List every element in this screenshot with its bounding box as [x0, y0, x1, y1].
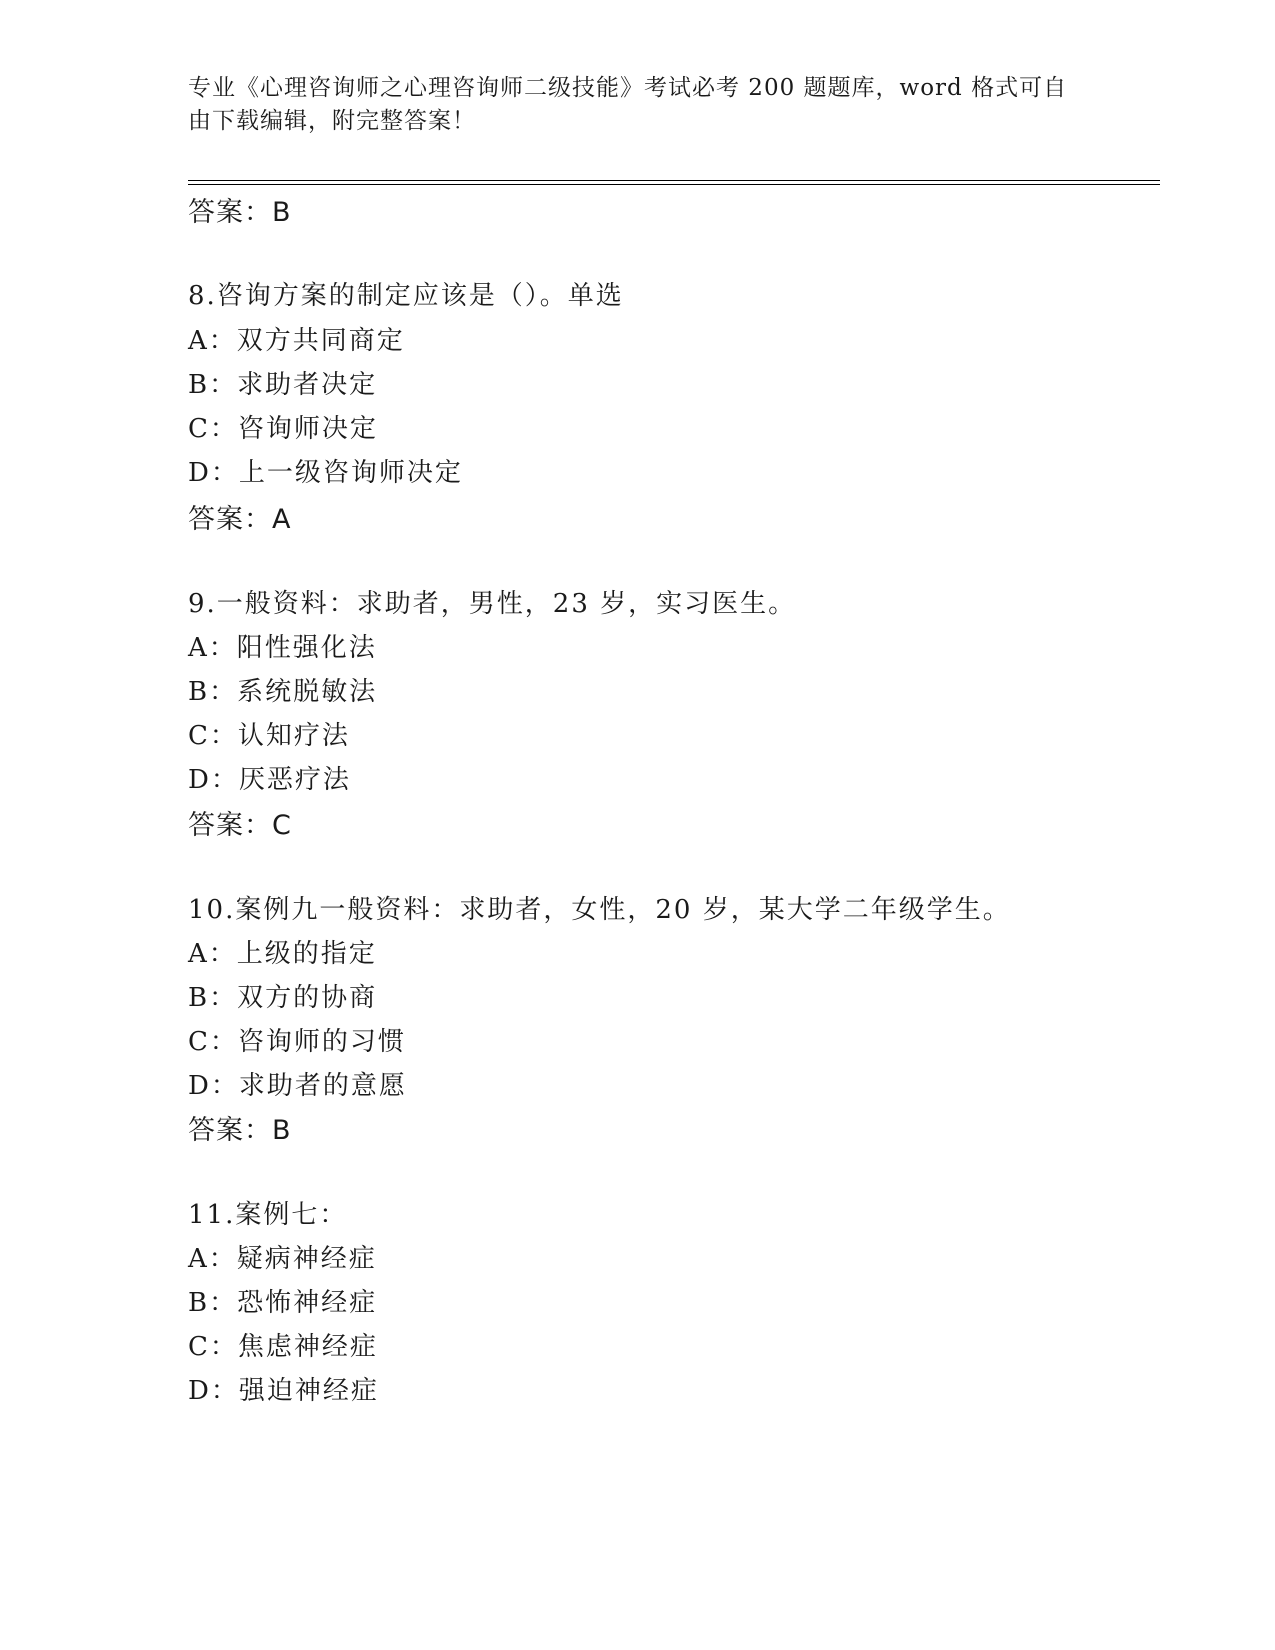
- question-stem: 9.一般资料：求助者，男性，23 岁，实习医生。: [188, 589, 797, 619]
- option-a: A：上级的指定: [188, 939, 377, 969]
- question-stem: 8.咨询方案的制定应该是（）。单选: [188, 281, 624, 311]
- question-stem: 10.案例九一般资料：求助者，女性，20 岁，某大学二年级学生。: [188, 895, 1011, 925]
- answer-line: 答案：C: [188, 810, 292, 841]
- option-c: C：认知疗法: [188, 721, 350, 751]
- option-c: C：咨询师决定: [188, 414, 378, 444]
- option-b: B：恐怖神经症: [188, 1288, 378, 1318]
- option-d: D：上一级咨询师决定: [188, 458, 463, 488]
- option-b: B：双方的协商: [188, 983, 378, 1013]
- header-line-1: 专业《心理咨询师之心理咨询师二级技能》考试必考 200 题题库，word 格式可自: [188, 75, 1068, 101]
- option-d: D：求助者的意愿: [188, 1071, 407, 1101]
- answer-line: 答案：B: [188, 1115, 292, 1146]
- option-c: C：焦虑神经症: [188, 1332, 378, 1362]
- option-a: A：双方共同商定: [188, 326, 405, 356]
- question-stem: 11.案例七：: [188, 1200, 348, 1230]
- document-header: [188, 72, 1088, 138]
- header-rule-top: [188, 180, 1160, 181]
- header-rule-bottom: [188, 184, 1160, 185]
- option-b: B：求助者决定: [188, 370, 378, 400]
- header-line-2: 由下载编辑，附完整答案！: [188, 108, 476, 134]
- answer-line: 答案：B: [188, 197, 292, 228]
- option-b: B：系统脱敏法: [188, 677, 378, 707]
- option-a: A：阳性强化法: [188, 633, 377, 663]
- option-a: A：疑病神经症: [188, 1244, 377, 1274]
- option-d: D：厌恶疗法: [188, 765, 351, 795]
- option-c: C：咨询师的习惯: [188, 1027, 406, 1057]
- answer-line: 答案：A: [188, 504, 292, 535]
- option-d: D：强迫神经症: [188, 1376, 379, 1406]
